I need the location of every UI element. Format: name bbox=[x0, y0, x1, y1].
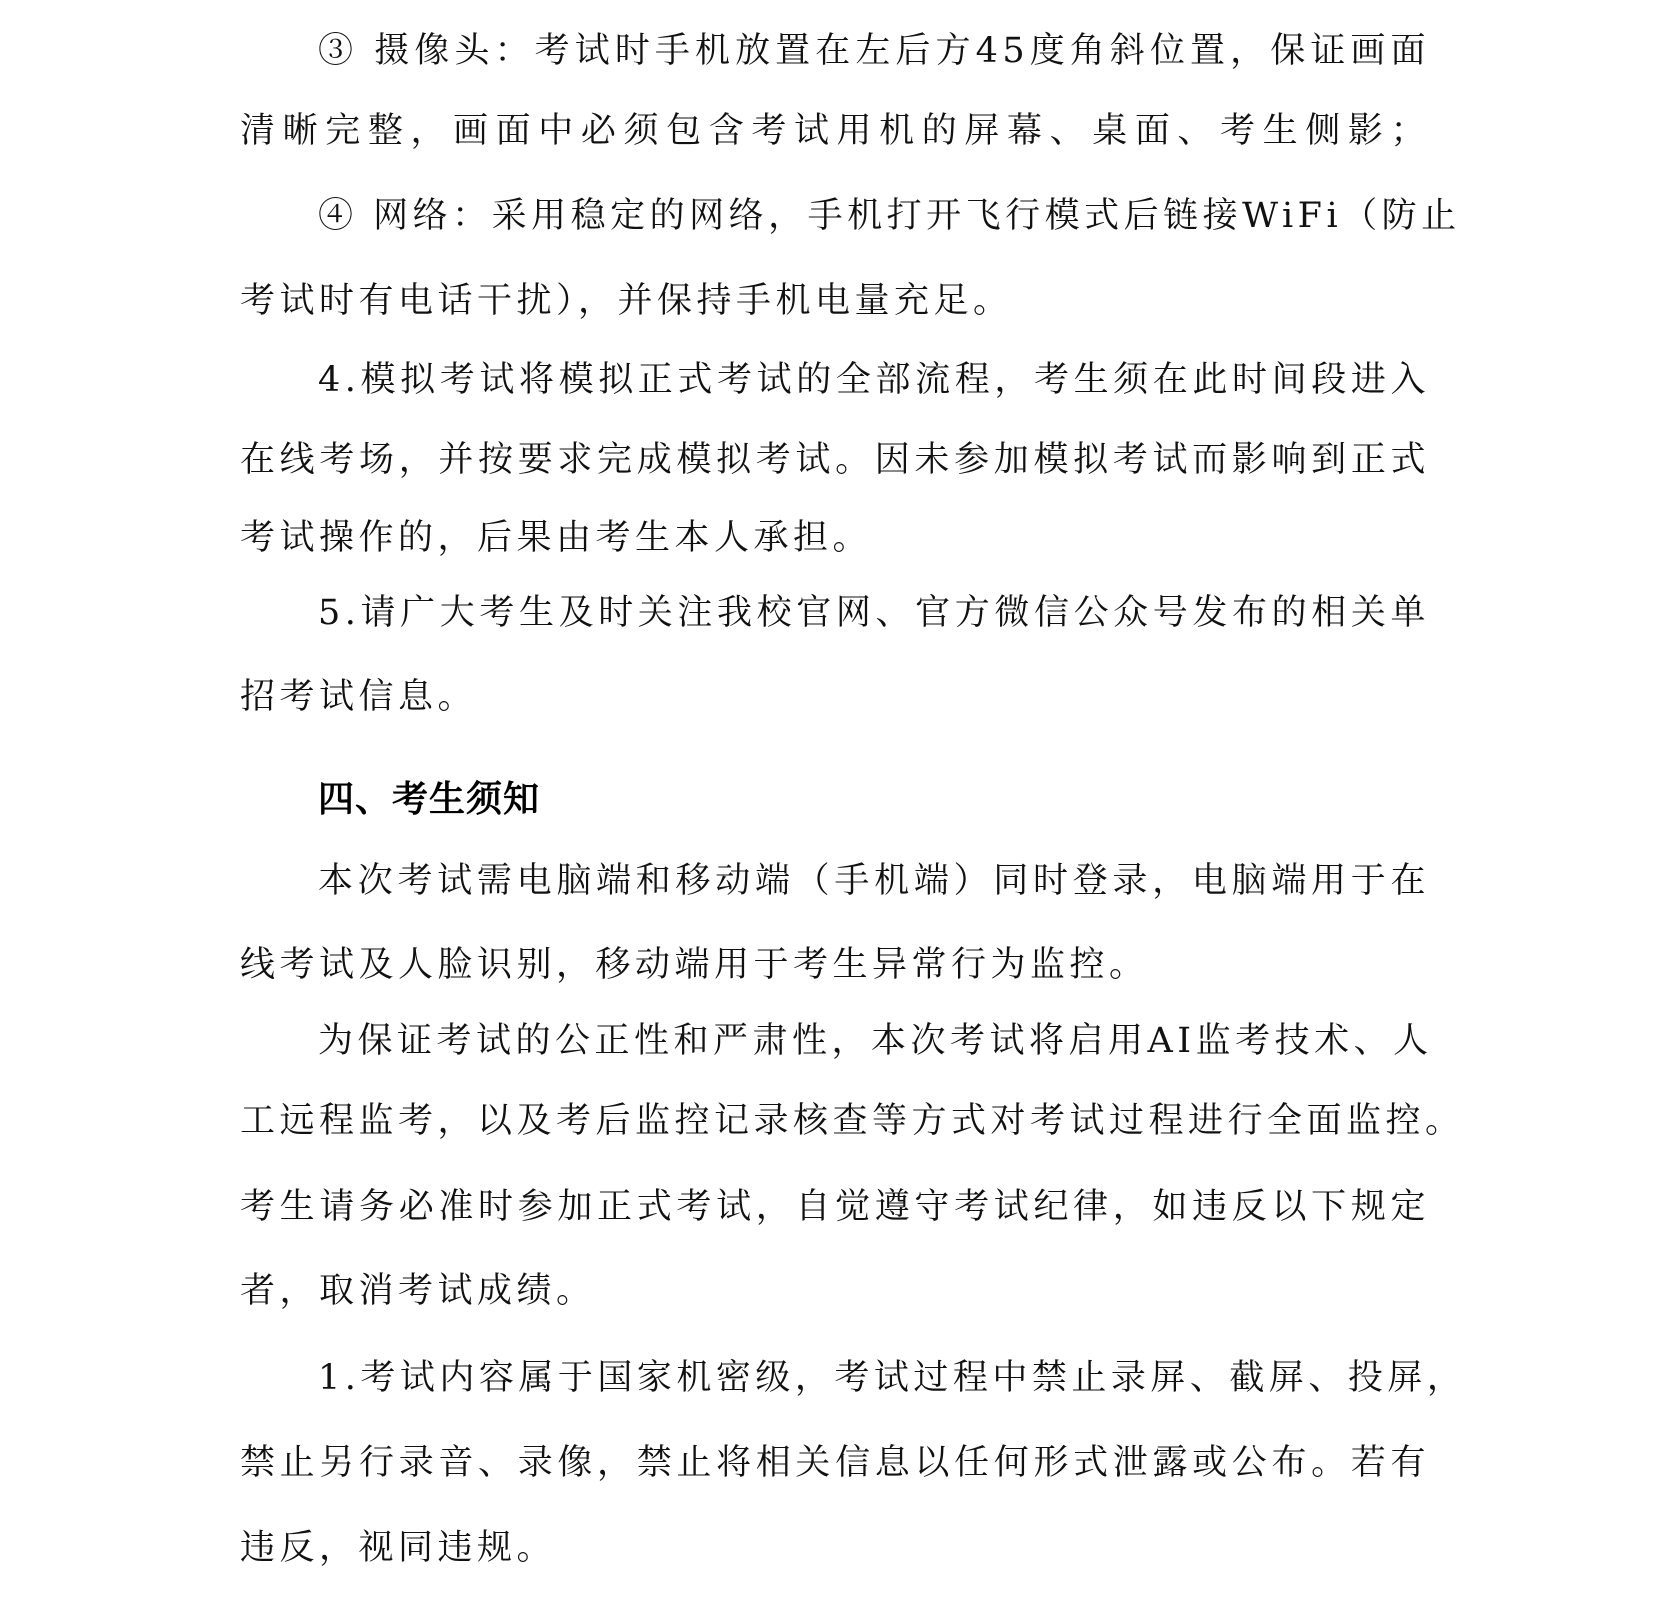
point4-mock-exam-line2: 在线考场，并按要求完成模拟考试。因未参加模拟考试而影响到正式 bbox=[240, 440, 1430, 480]
point5-notice-line1: 5.请广大考生及时关注我校官网、官方微信公众号发布的相关单 bbox=[318, 593, 1430, 633]
section4-para2-line3: 考生请务必准时参加正式考试，自觉遵守考试纪律，如违反以下规定 bbox=[240, 1187, 1430, 1227]
item4-network-line1: ④ 网络：采用稳定的网络，手机打开飞行模式后链接WiFi（防止 bbox=[318, 196, 1461, 236]
rule1-line1: 1.考试内容属于国家机密级，考试过程中禁止录屏、截屏、投屏， bbox=[318, 1358, 1467, 1398]
section4-para1-line1: 本次考试需电脑端和移动端（手机端）同时登录，电脑端用于在 bbox=[318, 861, 1430, 901]
point5-notice-line2: 招考试信息。 bbox=[240, 677, 478, 717]
section4-heading: 四、考生须知 bbox=[318, 779, 541, 820]
point4-mock-exam-line1: 4.模拟考试将模拟正式考试的全部流程，考生须在此时间段进入 bbox=[318, 360, 1430, 400]
section4-para2-line2: 工远程监考，以及考后监控记录核查等方式对考试过程进行全面监控。 bbox=[240, 1101, 1465, 1141]
section4-para1-line2: 线考试及人脸识别，移动端用于考生异常行为监控。 bbox=[240, 945, 1149, 985]
item3-camera-line2: 清晰完整，画面中必须包含考试用机的屏幕、桌面、考生侧影； bbox=[240, 111, 1430, 151]
section4-para2-line1: 为保证考试的公正性和严肃性，本次考试将启用AI监考技术、人 bbox=[318, 1021, 1433, 1061]
rule1-line3: 违反，视同违规。 bbox=[240, 1528, 557, 1568]
item3-camera-line1: ③ 摄像头：考试时手机放置在左后方45度角斜位置，保证画面 bbox=[318, 31, 1430, 71]
section4-para2-line4: 者，取消考试成绩。 bbox=[240, 1271, 596, 1311]
rule1-line2: 禁止另行录音、录像，禁止将相关信息以任何形式泄露或公布。若有 bbox=[240, 1443, 1430, 1483]
item4-network-line2: 考试时有电话干扰），并保持手机电量充足。 bbox=[240, 281, 1013, 321]
point4-mock-exam-line3: 考试操作的，后果由考生本人承担。 bbox=[240, 518, 873, 558]
